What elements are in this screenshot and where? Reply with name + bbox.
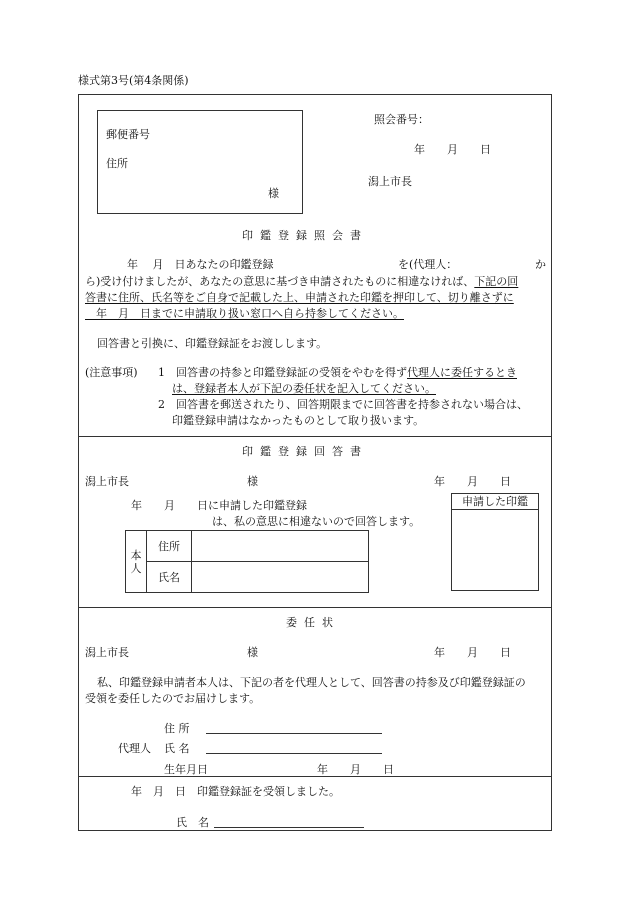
proxy-honorific: 様 (247, 646, 258, 659)
divider-1 (78, 436, 552, 437)
note-1-line2: は、登録者本人が下記の委任状を記入してください。 (172, 382, 436, 395)
proxy-title: 委任状 (286, 616, 340, 629)
note-1-line1: 1 回答書の持参と印鑑登録証の受領をやむを得ず代理人に委任するとき (158, 366, 517, 379)
proxy-birth-label: 生年月日 (164, 763, 208, 776)
reply-mayor: 潟上市長 (85, 475, 129, 488)
receipt-name-line[interactable] (214, 827, 364, 828)
reply-line2: は、私の意思に相違ないので回答します。 (212, 515, 421, 528)
proxy-label: 代理人 (118, 742, 151, 755)
principal-label: 本人 (126, 531, 147, 593)
proxy-name-line[interactable] (206, 753, 382, 754)
proxy-name-label: 氏 名 (164, 742, 190, 755)
reply-honorific: 様 (247, 475, 258, 488)
proxy-address-label: 住 所 (164, 722, 190, 735)
reference-number-label: 照会番号： (374, 113, 429, 126)
notes-label: (注意事項) (85, 366, 138, 379)
reply-date: 年 月 日 (434, 475, 511, 488)
inquiry-date: 年 月 日 (414, 143, 491, 156)
principal-table (125, 530, 369, 593)
note-2-line2: 印鑑登録申請はなかったものとして取り扱います。 (172, 414, 425, 427)
inquiry-title: 印鑑登録照会書 (242, 229, 368, 242)
proxy-address-line[interactable] (206, 733, 382, 734)
inquiry-body-line2: ら)受け付けましたが、あなたの意思に基づき申請されたものに相違なければ、下記の回 (85, 275, 519, 288)
inquiry-body-line1-c: か (535, 258, 546, 271)
registered-seal-label: 申請した印鑑 (452, 494, 538, 510)
principal-address-label: 住所 (147, 531, 192, 562)
registered-seal-box[interactable] (451, 493, 539, 591)
principal-name-field[interactable] (192, 562, 369, 593)
exchange-note: 回答書と引換に、印鑑登録証をお渡しします。 (97, 337, 328, 350)
honorific-sama: 様 (268, 187, 279, 200)
receipt-text: 年 月 日 印鑑登録証を受領しました。 (131, 785, 340, 798)
inquiry-mayor: 潟上市長 (368, 175, 412, 188)
reply-line1: 年 月 日に申請した印鑑登録 (131, 499, 307, 512)
form-number: 様式第3号(第4条関係) (78, 74, 189, 87)
proxy-body-line1: 私、印鑑登録申請者本人は、下記の者を代理人として、回答書の持参及び印鑑登録証の (97, 676, 526, 689)
principal-address-field[interactable] (192, 531, 369, 562)
divider-3 (78, 776, 552, 777)
divider-2 (78, 607, 552, 608)
inquiry-body-line3: 答書に住所、氏名等をご自身で記載した上、申請された印鑑を押印して、切り離さずに (85, 291, 514, 304)
note-2-line1: 2 回答書を郵送されたり、回答期限までに回答書を持参されない場合は、 (158, 398, 528, 411)
inquiry-body-line4: 年 月 日までに申請取り扱い窓口へ自ら持参してください。 (85, 307, 404, 320)
inquiry-body-line1-b: を(代理人： (398, 258, 458, 271)
proxy-date: 年 月 日 (434, 646, 511, 659)
address-label: 住所 (106, 157, 128, 170)
inquiry-body-line1-a: 年 月 日あなたの印鑑登録 (127, 258, 274, 271)
postal-code-label: 郵便番号 (106, 128, 150, 141)
proxy-body-line2: 受領を委任したのでお届けします。 (85, 692, 261, 705)
receipt-name-label: 氏 名 (176, 816, 209, 829)
proxy-mayor: 潟上市長 (85, 646, 129, 659)
principal-name-label: 氏名 (147, 562, 192, 593)
reply-title: 印鑑登録回答書 (242, 445, 368, 458)
proxy-birth-date: 年 月 日 (317, 763, 394, 776)
